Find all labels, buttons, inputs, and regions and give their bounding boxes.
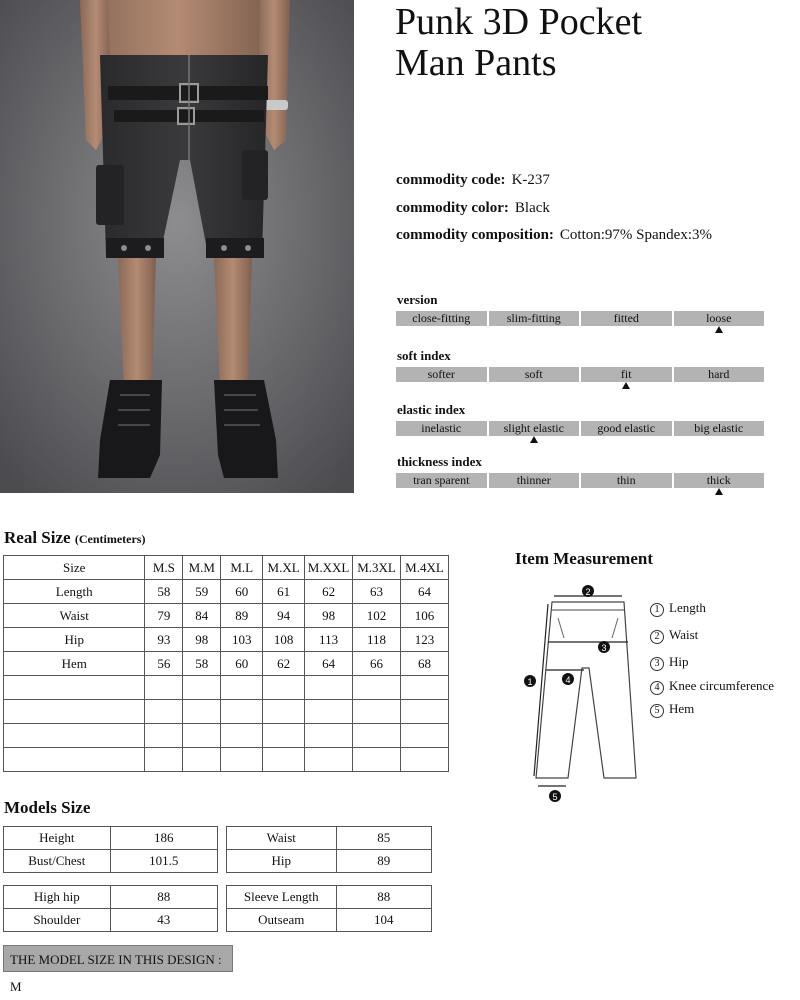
model-attr-value: 89: [336, 850, 432, 873]
soft-index-option: hard: [674, 367, 765, 382]
size-cell: 63: [353, 580, 401, 604]
model-shorts-image: [0, 0, 354, 493]
legend-label: Hem: [669, 701, 695, 716]
real-size-heading: [4, 528, 145, 548]
size-cell: M.3XL: [353, 556, 401, 580]
title-line-1: Punk 3D Pocket: [395, 1, 642, 43]
elastic-index-option: big elastic: [674, 421, 765, 436]
size-cell: [263, 724, 305, 748]
title-line-2: Man Pants: [395, 42, 557, 84]
elastic-index-scale: [396, 421, 764, 436]
model-attr-value: 88: [110, 886, 217, 909]
size-cell: [221, 748, 263, 772]
commodity-color-row: [396, 200, 550, 217]
real-size-title: Real Size: [4, 528, 71, 547]
size-cell: 64: [305, 652, 353, 676]
models-table-b: [226, 826, 432, 873]
size-cell: [183, 676, 221, 700]
pants-measurement-diagram: [520, 578, 650, 806]
elastic-index-marker: [530, 436, 538, 443]
size-cell: [183, 700, 221, 724]
mark-3-text: 3: [601, 643, 607, 653]
size-row-label: Size: [4, 556, 145, 580]
pants-outline: [536, 602, 636, 778]
size-cell: 98: [183, 628, 221, 652]
size-cell: 60: [221, 580, 263, 604]
size-cell: 106: [401, 604, 449, 628]
model-size-note: THE MODEL SIZE IN THIS DESIGN : M: [3, 945, 233, 972]
table-row: [227, 886, 432, 909]
size-cell: [401, 748, 449, 772]
size-cell: 94: [263, 604, 305, 628]
elastic-index-option: inelastic: [396, 421, 487, 436]
legend-number: 4: [650, 681, 664, 695]
size-cell: 79: [145, 604, 183, 628]
model-attr-label: Outseam: [227, 909, 337, 932]
size-cell: 108: [263, 628, 305, 652]
legend-hip: [650, 654, 689, 671]
soft-index-marker: [622, 382, 630, 389]
mark-2-text: 2: [585, 587, 591, 597]
size-cell: [221, 724, 263, 748]
table-row: [227, 909, 432, 932]
empty-table-row: [4, 748, 449, 772]
size-cell: [353, 700, 401, 724]
model-attr-value: 186: [110, 827, 217, 850]
table-row: [227, 827, 432, 850]
model-attr-label: Bust/Chest: [4, 850, 111, 873]
model-attr-label: Sleeve Length: [227, 886, 337, 909]
mark-1-text: 1: [527, 677, 533, 687]
size-cell: [263, 676, 305, 700]
mark-4-text: 4: [565, 675, 571, 685]
size-cell: 64: [401, 580, 449, 604]
size-row-label: Waist: [4, 604, 145, 628]
thickness-index-scale: [396, 473, 764, 488]
models-table-c: [3, 885, 218, 932]
model-attr-value: 104: [336, 909, 431, 932]
size-row-label: Length: [4, 580, 145, 604]
commodity-composition-value: Cotton:97% Spandex:3%: [559, 227, 712, 243]
table-row: [4, 850, 218, 873]
size-cell: 59: [183, 580, 221, 604]
size-cell: [305, 676, 353, 700]
legend-number: 2: [650, 630, 664, 644]
size-row-label: [4, 700, 145, 724]
model-attr-label: Waist: [227, 827, 337, 850]
commodity-color-value: Black: [514, 200, 550, 216]
size-cell: 60: [221, 652, 263, 676]
size-cell: M.S: [145, 556, 183, 580]
soft-index-option: soft: [489, 367, 580, 382]
version-scale: [396, 311, 764, 326]
model-attr-label: Hip: [227, 850, 337, 873]
size-cell: 98: [305, 604, 353, 628]
size-cell: 68: [401, 652, 449, 676]
table-row: [4, 604, 449, 628]
legend-number: 5: [650, 704, 664, 718]
model-attr-label: High hip: [4, 886, 111, 909]
legend-number: 3: [650, 657, 664, 671]
thickness-index-option: thin: [581, 473, 672, 488]
commodity-composition-row: [396, 227, 712, 244]
soft-index-label: soft index: [397, 348, 451, 363]
table-row: [4, 652, 449, 676]
size-cell: M.L: [221, 556, 263, 580]
size-cell: M.XXL: [305, 556, 353, 580]
size-row-label: Hem: [4, 652, 145, 676]
models-table-d: [226, 885, 432, 932]
soft-index-option: softer: [396, 367, 487, 382]
size-cell: [305, 748, 353, 772]
version-marker: [715, 326, 723, 333]
size-cell: [353, 748, 401, 772]
size-cell: [401, 676, 449, 700]
size-cell: [221, 700, 263, 724]
models-size-title: Models Size: [4, 798, 91, 817]
size-cell: M.M: [183, 556, 221, 580]
version-option: loose: [674, 311, 765, 326]
models-table-a: [3, 826, 218, 873]
size-cell: [145, 724, 183, 748]
commodity-color-label: commodity color:: [396, 200, 509, 216]
legend-label: Knee circumference: [669, 678, 775, 693]
legend-waist: [650, 627, 698, 644]
size-cell: [183, 724, 221, 748]
size-cell: 61: [263, 580, 305, 604]
commodity-code-label: commodity code:: [396, 172, 506, 188]
table-row: [4, 909, 218, 932]
size-cell: [145, 700, 183, 724]
model-attr-value: 88: [336, 886, 431, 909]
size-row-label: [4, 724, 145, 748]
thickness-index-marker: [715, 488, 723, 495]
version-option: close-fitting: [396, 311, 487, 326]
table-row: [227, 850, 432, 873]
table-row: [4, 886, 218, 909]
size-cell: 102: [353, 604, 401, 628]
size-cell: 62: [305, 580, 353, 604]
size-header-row: [4, 556, 449, 580]
size-cell: 118: [353, 628, 401, 652]
model-attr-label: Height: [4, 827, 111, 850]
table-row: [4, 580, 449, 604]
legend-label: Length: [669, 600, 706, 615]
thickness-index-option: thinner: [489, 473, 580, 488]
elastic-index-label: elastic index: [397, 402, 466, 417]
size-cell: 89: [221, 604, 263, 628]
empty-table-row: [4, 676, 449, 700]
size-cell: [401, 724, 449, 748]
elastic-index-option: slight elastic: [489, 421, 580, 436]
real-size-unit: (Centimeters): [74, 532, 146, 546]
size-cell: 66: [353, 652, 401, 676]
version-label: version: [397, 292, 438, 307]
size-cell: [145, 748, 183, 772]
legend-label: Waist: [669, 627, 699, 642]
size-cell: 58: [183, 652, 221, 676]
thickness-index-option: tran sparent: [396, 473, 487, 488]
legend-number: 1: [650, 603, 664, 617]
product-photo: [0, 0, 354, 493]
soft-index-scale: [396, 367, 764, 382]
model-attr-value: 85: [336, 827, 432, 850]
pocket-lines: [558, 618, 618, 638]
length-arrow: [534, 604, 548, 776]
size-cell: 84: [183, 604, 221, 628]
commodity-code-value: K-237: [511, 172, 550, 188]
size-cell: 123: [401, 628, 449, 652]
thickness-index-option: thick: [674, 473, 765, 488]
size-row-label: [4, 676, 145, 700]
empty-table-row: [4, 724, 449, 748]
size-cell: [353, 676, 401, 700]
size-cell: 113: [305, 628, 353, 652]
size-cell: 93: [145, 628, 183, 652]
size-row-label: [4, 748, 145, 772]
size-cell: [263, 700, 305, 724]
model-attr-value: 43: [110, 909, 217, 932]
empty-table-row: [4, 700, 449, 724]
item-measurement-title: Item Measurement: [515, 549, 654, 568]
elastic-index-option: good elastic: [581, 421, 672, 436]
size-row-label: Hip: [4, 628, 145, 652]
size-cell: [145, 676, 183, 700]
soft-index-option: fit: [581, 367, 672, 382]
thickness-index-label: thickness index: [397, 454, 482, 469]
version-option: fitted: [581, 311, 672, 326]
size-cell: 56: [145, 652, 183, 676]
legend-label: Hip: [669, 654, 689, 669]
size-cell: 103: [221, 628, 263, 652]
size-table: [3, 555, 449, 772]
mark-5-text: 5: [552, 792, 558, 802]
size-cell: M.XL: [263, 556, 305, 580]
commodity-composition-label: commodity composition:: [396, 227, 554, 243]
size-cell: [183, 748, 221, 772]
size-cell: [305, 700, 353, 724]
product-title: [395, 2, 795, 84]
size-cell: 58: [145, 580, 183, 604]
table-row: [4, 827, 218, 850]
size-cell: [353, 724, 401, 748]
size-cell: [263, 748, 305, 772]
size-cell: [401, 700, 449, 724]
legend-hem: [650, 701, 694, 718]
model-attr-value: 101.5: [110, 850, 217, 873]
legend-knee: [650, 678, 774, 695]
model-attr-label: Shoulder: [4, 909, 111, 932]
table-row: [4, 628, 449, 652]
version-option: slim-fitting: [489, 311, 580, 326]
size-cell: 62: [263, 652, 305, 676]
commodity-code-row: [396, 172, 550, 189]
legend-length: [650, 600, 706, 617]
size-cell: [305, 724, 353, 748]
size-cell: [221, 676, 263, 700]
size-cell: M.4XL: [401, 556, 449, 580]
